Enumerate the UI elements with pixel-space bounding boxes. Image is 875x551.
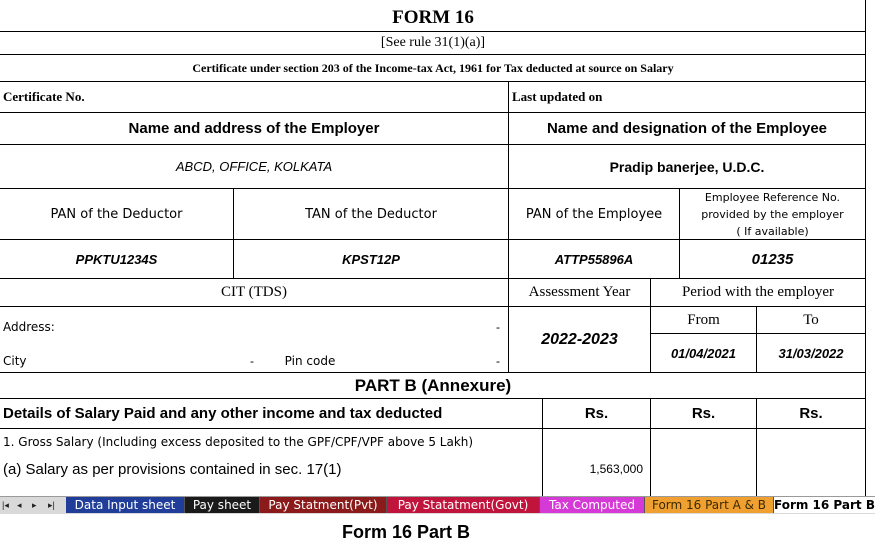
employee-header: Name and designation of the Employee [546, 120, 828, 137]
assessment-year-label: Assessment Year [528, 284, 631, 300]
form-title: FORM 16 [392, 6, 474, 28]
rs-column-3: Rs. [799, 405, 823, 422]
employee-reference-line1: Employee Reference No. [704, 190, 841, 204]
assessment-year-value[interactable]: 2022-2023 [541, 330, 618, 348]
sheet-tab-data-input[interactable]: Data Input sheet [66, 497, 185, 513]
sheet-tab-bar [0, 496, 875, 514]
caption: Form 16 Part B [341, 521, 471, 542]
pan-employee-label: PAN of the Employee [525, 206, 663, 222]
sheet-tab-form16-part-a-b[interactable]: Form 16 Part A & B [645, 497, 774, 513]
sheet-tab-form16-part-b[interactable]: Form 16 Part B [774, 498, 875, 512]
employer-value[interactable]: ABCD, OFFICE, KOLKATA [175, 159, 333, 174]
certificate-description: Certificate under section 203 of the Income-tax Act, 1961 for Tax deducted at source on Salary [192, 60, 674, 75]
pan-deductor-label: PAN of the Deductor [50, 206, 183, 222]
rs-column-1: Rs. [584, 405, 609, 422]
salary-17-1-label: (a) Salary as per provisions contained in sec. 17(1) [3, 460, 342, 478]
certificate-no-label: Certificate No. [3, 89, 85, 104]
sheet-tab-tax-computed[interactable]: Tax Computed [540, 497, 645, 513]
sheet-nav-next-icon[interactable]: ▸ [32, 500, 37, 510]
cit-tds-label: CIT (TDS) [221, 284, 287, 300]
sheet-nav-prev-icon[interactable]: ◂ [17, 500, 22, 510]
to-date-value[interactable]: 31/03/2022 [778, 345, 844, 361]
sheet-tab-pay-statatment-govt[interactable]: Pay Statatment(Govt) [387, 497, 540, 513]
sheet-nav-last-icon[interactable]: ▸| [48, 500, 55, 510]
sheet-tab-pay-statment-pvt[interactable]: Pay Statment(Pvt) [260, 497, 387, 513]
employee-reference-label [680, 189, 865, 239]
employee-value[interactable]: Pradip banerjee, U.D.C. [609, 158, 765, 175]
employer-header: Name and address of the Employer [128, 120, 380, 137]
last-updated-label: Last updated on [512, 89, 603, 104]
sheet-tab-pay-sheet[interactable]: Pay sheet [185, 497, 260, 513]
to-label: To [803, 311, 819, 328]
rs-column-2: Rs. [691, 405, 716, 422]
period-label: Period with the employer [681, 284, 835, 300]
pin-code-label: Pin code [284, 354, 336, 368]
address-dash: - [496, 320, 500, 334]
from-date-value[interactable]: 01/04/2021 [670, 345, 737, 361]
employee-reference-line3: ( If available) [736, 224, 809, 238]
city-dash: - [250, 354, 254, 368]
pan-employee-value[interactable]: ATTP55896A [554, 251, 634, 267]
details-label: Details of Salary Paid and any other income and tax deducted [3, 405, 443, 422]
pin-code-dash: - [496, 354, 500, 368]
salary-17-1-value[interactable]: 1,563,000 [589, 462, 643, 476]
rule-reference: [See rule 31(1)(a)] [380, 35, 486, 50]
employee-reference-line2: provided by the employer [701, 207, 844, 221]
gross-salary-label: 1. Gross Salary (Including excess deposited to the GPF/CPF/VPF above 5 Lakh) [3, 435, 474, 449]
pan-deductor-value[interactable]: PPKTU1234S [75, 251, 158, 267]
employee-reference-value[interactable]: 01235 [751, 250, 794, 268]
sheet-nav-first-icon[interactable]: |◂ [2, 500, 9, 510]
city-label: City [3, 354, 27, 368]
address-label: Address: [3, 320, 55, 334]
tan-deductor-value[interactable]: KPST12P [342, 251, 400, 267]
tan-deductor-label: TAN of the Deductor [305, 206, 437, 222]
from-label: From [687, 311, 720, 328]
part-b-title: PART B (Annexure) [354, 375, 512, 395]
